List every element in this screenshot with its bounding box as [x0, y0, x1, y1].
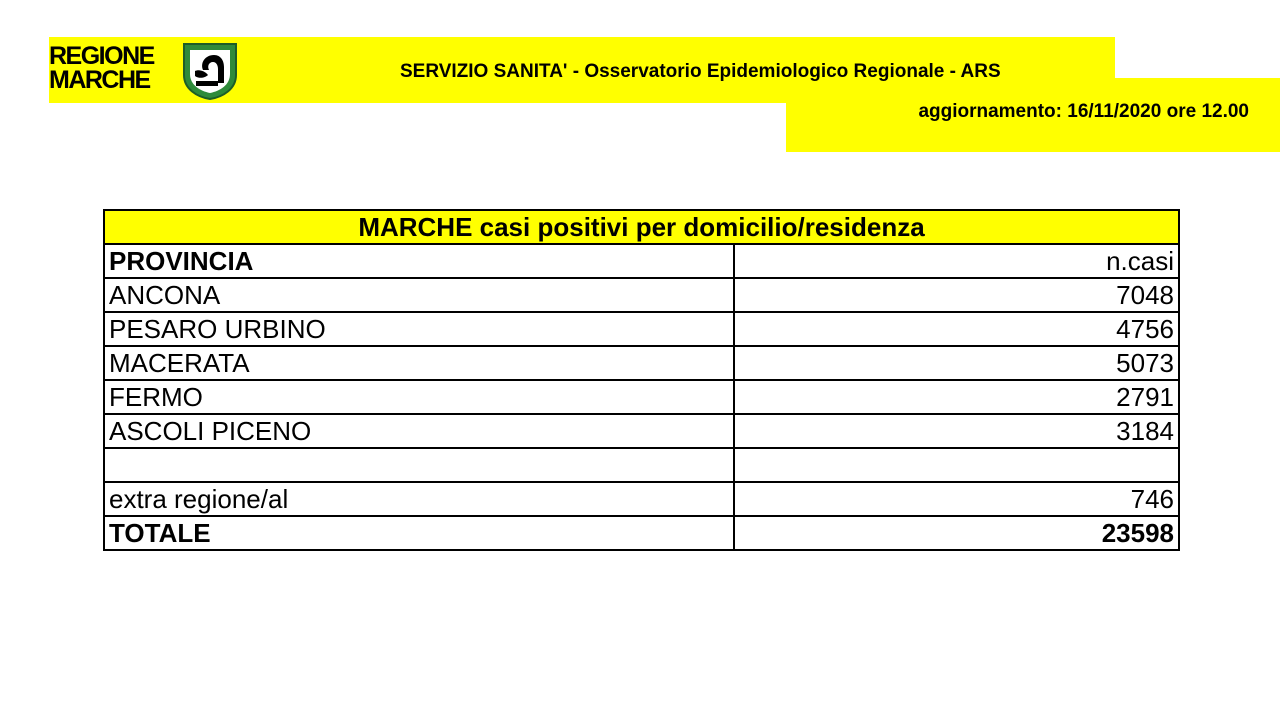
table-title: MARCHE casi positivi per domicilio/residenza [104, 210, 1179, 244]
table-total-row [104, 516, 1179, 550]
province-cell: FERMO [104, 380, 734, 414]
table-row [104, 380, 1179, 414]
logo-text [49, 44, 154, 92]
table-header-row [104, 244, 1179, 278]
cases-cell: 746 [734, 482, 1179, 516]
logo-line-2: MARCHE [49, 66, 150, 94]
cases-cell: 3184 [734, 414, 1179, 448]
total-label: TOTALE [104, 516, 734, 550]
regione-marche-logo [49, 41, 244, 103]
table-row [104, 278, 1179, 312]
table-row-empty [104, 448, 1179, 482]
province-cell [104, 448, 734, 482]
province-cell: ANCONA [104, 278, 734, 312]
province-cell: PESARO URBINO [104, 312, 734, 346]
cases-cell: 5073 [734, 346, 1179, 380]
table-row [104, 482, 1179, 516]
update-timestamp: aggiornamento: 16/11/2020 ore 12.00 [918, 101, 1249, 122]
cases-cell [734, 448, 1179, 482]
column-header-cases: n.casi [734, 244, 1179, 278]
cases-cell: 2791 [734, 380, 1179, 414]
table-row [104, 346, 1179, 380]
province-cell: extra regione/al [104, 482, 734, 516]
total-value: 23598 [734, 516, 1179, 550]
table-title-row [104, 210, 1179, 244]
cases-cell: 7048 [734, 278, 1179, 312]
table-row [104, 312, 1179, 346]
column-header-province: PROVINCIA [104, 244, 734, 278]
regional-shield-emblem-icon [181, 41, 239, 101]
table-row [104, 414, 1179, 448]
province-cell: ASCOLI PICENO [104, 414, 734, 448]
cases-table [103, 209, 1180, 551]
province-cell: MACERATA [104, 346, 734, 380]
logo-line-1: REGIONE [49, 42, 154, 70]
cases-cell: 4756 [734, 312, 1179, 346]
header-title: SERVIZIO SANITA' - Osservatorio Epidemiologico Regionale - ARS [400, 61, 1001, 82]
